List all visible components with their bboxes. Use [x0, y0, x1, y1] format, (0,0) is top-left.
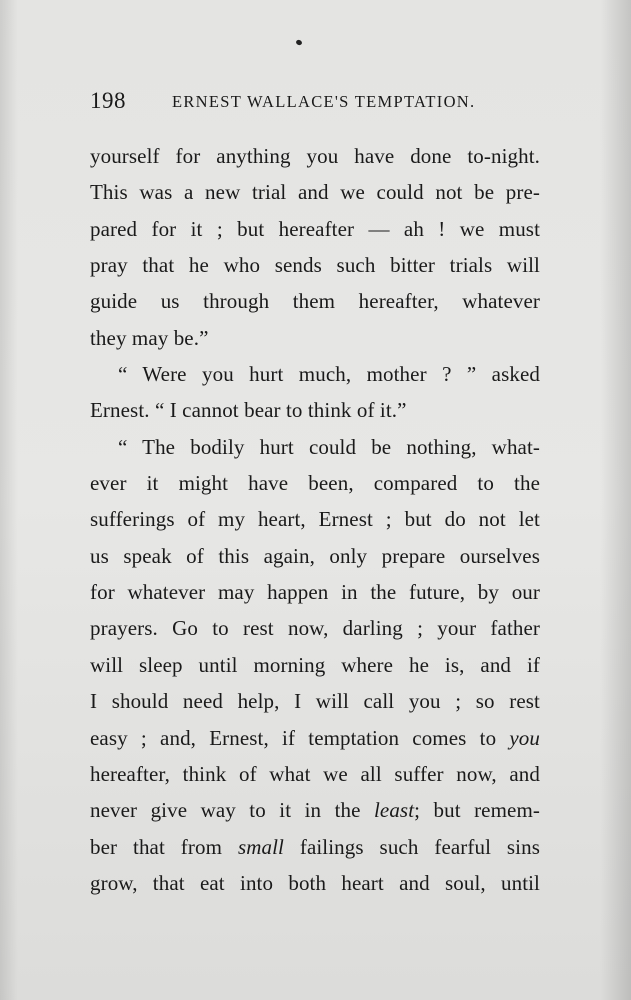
running-head: ERNEST WALLACE'S TEMPTATION. [172, 92, 476, 111]
text-line: This was a new trial and we could not be pre- [90, 180, 540, 205]
page-header [90, 88, 540, 118]
text-line: Ernest. “ I cannot bear to think of it.” [90, 398, 407, 423]
text-line: grow, that eat into both heart and soul, until [90, 870, 540, 895]
text-line: guide us through them hereafter, whatever [90, 289, 540, 314]
text-line: never give way to it in the least; but remem- [90, 798, 540, 823]
text-line: they may be.” [90, 325, 209, 350]
text-line: easy ; and, Ernest, if temptation comes to you [90, 725, 540, 750]
text-line: “ Were you hurt much, mother ? ” asked [118, 362, 540, 387]
text-line: us speak of this again, only prepare ourselves [90, 543, 540, 568]
text-line: for whatever may happen in the future, by our [90, 580, 540, 605]
text-line: I should need help, I will call you ; so rest [90, 689, 540, 714]
italic-word: least [373, 798, 415, 823]
text-line: pray that he who sends such bitter trials will [90, 253, 540, 278]
text-line: yourself for anything you have done to-night. [90, 144, 540, 168]
text-line: sufferings of my heart, Ernest ; but do not let [90, 507, 540, 532]
text-line: prayers. Go to rest now, darling ; your father [90, 616, 540, 641]
text-line: pared for it ; but hereafter — ah ! we must [90, 216, 540, 241]
italic-word: small [237, 834, 284, 859]
italic-word: you [509, 725, 540, 750]
text-line: will sleep until morning where he is, and if [90, 652, 540, 677]
text-line: “ The bodily hurt could be nothing, what- [118, 434, 540, 459]
text-line: ever it might have been, compared to the [90, 471, 540, 496]
text-line: ber that from small failings such fearful sins [90, 834, 540, 859]
ink-speck [295, 39, 303, 46]
page-number: 198 [90, 88, 126, 113]
body-text [90, 138, 540, 901]
text-line: hereafter, think of what we all suffer now, and [90, 761, 540, 786]
